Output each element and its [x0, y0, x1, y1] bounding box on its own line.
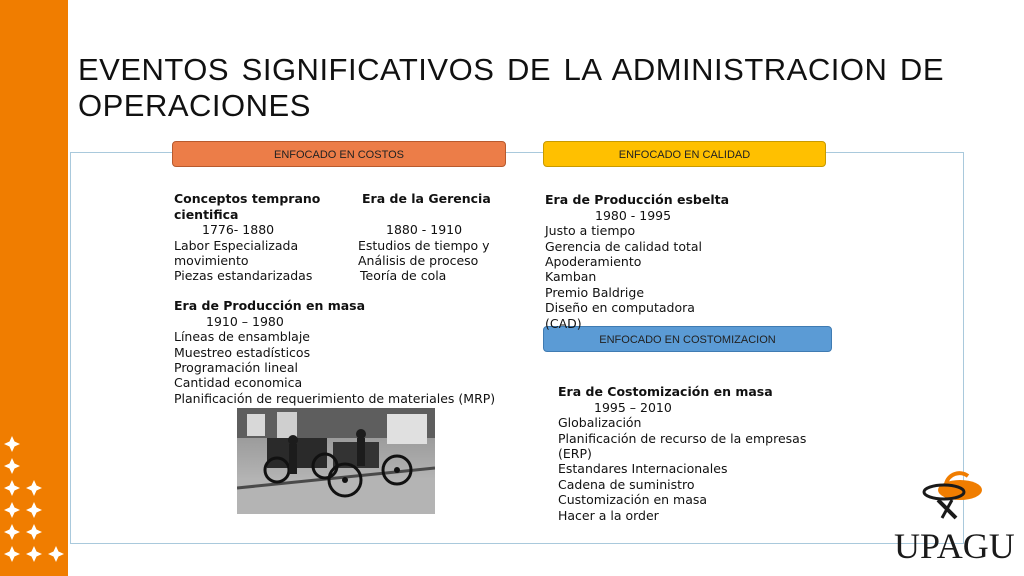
era-lean-production [545, 177, 729, 331]
list-item: Globalización [558, 415, 642, 431]
list-item: Planificación de recurso de la empresas [558, 430, 807, 446]
era-mass-years: 1910 – 1980 [206, 313, 284, 329]
list-item: Planificación de requerimiento de materiales (MRP) [174, 390, 496, 406]
era-management-title: Era de la Gerencia [362, 191, 491, 207]
era-scientific-title-b: cientifica [174, 206, 239, 222]
list-item: Estandares Internacionales [558, 461, 728, 477]
era-scientific-title-a: Conceptos temprano [174, 191, 321, 207]
list-item: Líneas de ensamblaje [174, 329, 310, 345]
era-mass-title: Era de Producción en masa [174, 298, 366, 314]
assembly-line-photo [237, 408, 435, 514]
list-item: Teoría de cola [360, 268, 447, 284]
list-item: Customización en masa [558, 492, 708, 508]
list-item: (CAD) [545, 315, 582, 331]
era-management-column [358, 176, 491, 284]
list-item: (ERP) [558, 446, 592, 462]
era-scientific-years: 1776- 1880 [202, 222, 275, 238]
list-item: Gerencia de calidad total [545, 238, 702, 254]
list-item: Cadena de suministro [558, 476, 695, 492]
era-custom-title: Era de Costomización en masa [558, 384, 773, 400]
list-item: Diseño en computadora [545, 300, 695, 316]
slide-title: EVENTOS SIGNIFICATIVOS DE LA ADMINISTRACION DE OPERACIONES [78, 52, 944, 123]
list-item: Muestreo estadísticos [174, 344, 311, 360]
era-mass-customization [558, 369, 806, 523]
tag-quality: ENFOCADO EN CALIDAD [543, 141, 826, 167]
list-item: Premio Baldrige [545, 284, 645, 300]
era-management-years: 1880 - 1910 [386, 222, 463, 238]
list-item: Labor Especializada [174, 237, 299, 253]
list-item: Cantidad economica [174, 375, 303, 391]
list-item: Programación lineal [174, 360, 298, 376]
tag-customization: ENFOCADO EN COSTOMIZACION [543, 326, 832, 352]
era-custom-years: 1995 – 2010 [594, 399, 672, 415]
era-scientific-column [174, 176, 320, 284]
list-item: Justo a tiempo [545, 223, 636, 239]
era-lean-years: 1980 - 1995 [595, 207, 672, 223]
list-item: Estudios de tiempo y [358, 237, 490, 253]
era-lean-title: Era de Producción esbelta [545, 192, 730, 208]
list-item: Kamban [545, 269, 597, 285]
era-mass-production [174, 283, 495, 406]
list-item: movimiento [174, 253, 249, 269]
list-item: Análisis de proceso [358, 253, 479, 269]
list-item: Apoderamiento [545, 254, 642, 270]
list-item: Hacer a la order [558, 507, 659, 523]
list-item: Piezas estandarizadas [174, 268, 313, 284]
sparkle-decoration-icon [2, 432, 68, 576]
upagu-logo-text: UPAGU [894, 526, 1015, 566]
tag-costs: ENFOCADO EN COSTOS [172, 141, 506, 167]
